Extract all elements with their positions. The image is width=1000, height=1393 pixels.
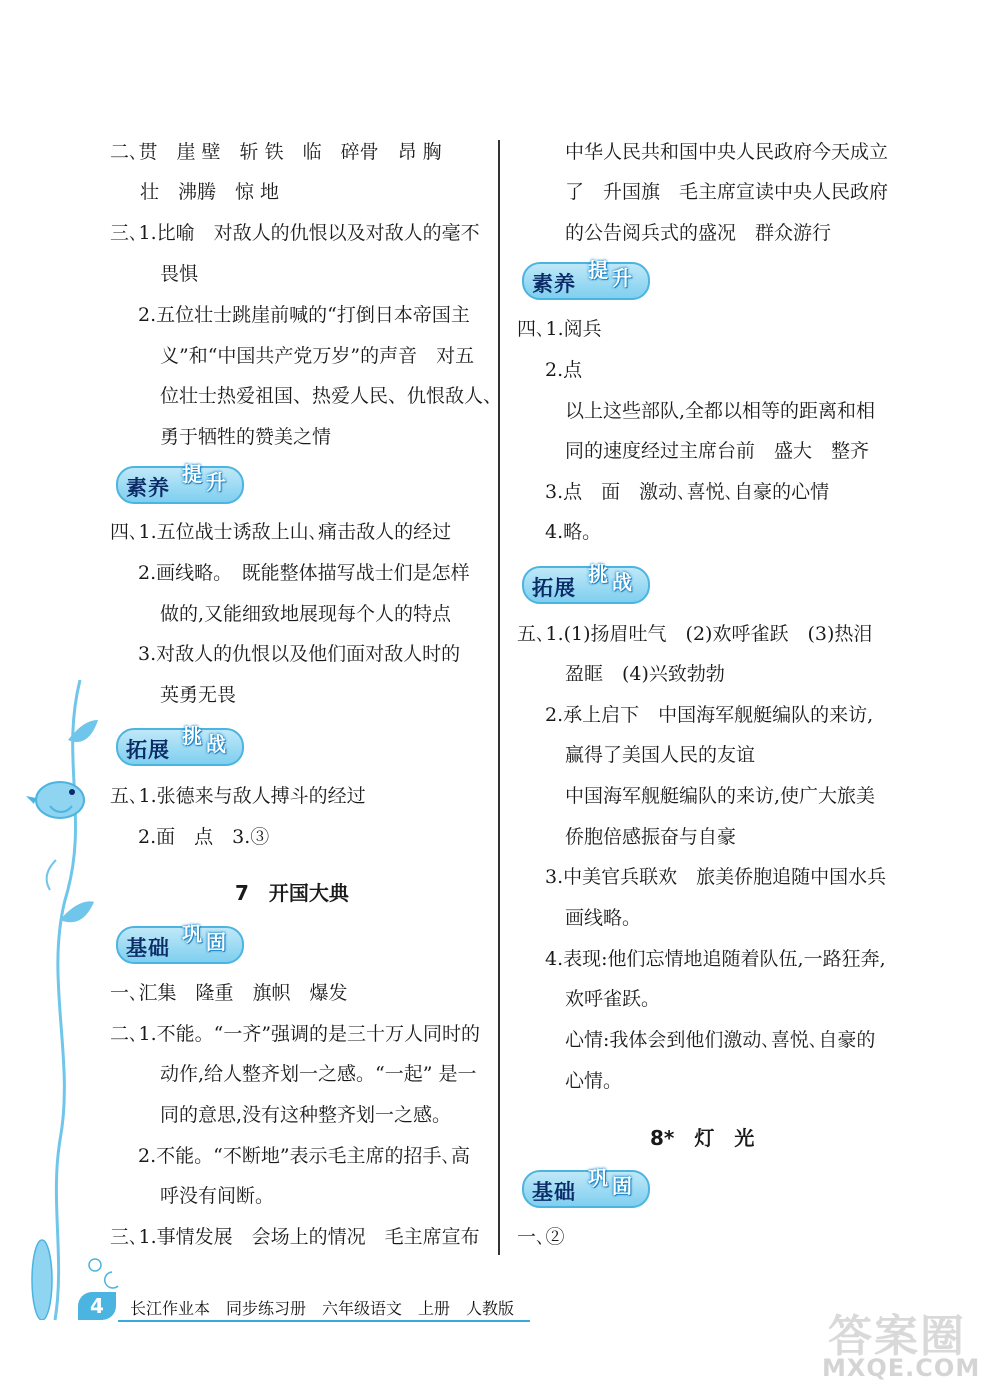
answer-line: 的公告阅兵式的盛况 群众游行 <box>565 222 832 244</box>
answer-line: 呼没有间断。 <box>160 1185 275 1207</box>
answer-line: 中华人民共和国中央人民政府今天成立 <box>565 141 889 163</box>
answer-line: 中国海军舰艇编队的来访,使广大旅美 <box>565 785 876 807</box>
answer-line: 2.五位壮士跳崖前喊的“打倒日本帝国主 <box>138 304 470 326</box>
answer-line: 心情。 <box>565 1070 623 1092</box>
badge-suyang-tisheng: 素养 提 升 <box>522 256 648 300</box>
badge-tuozhan-tiaozhan: 拓展 挑 战 <box>116 722 242 766</box>
answer-line: 心情:我体会到他们激动､喜悦､自豪的 <box>565 1029 876 1051</box>
answer-line: 欢呼雀跃。 <box>565 988 661 1010</box>
answer-line: 同的速度经过主席台前 盛大 整齐 <box>565 440 870 462</box>
badge-tuozhan-tiaozhan: 拓展 挑 战 <box>522 560 648 604</box>
answer-line: 义”和“中国共产党万岁”的声音 对五 <box>160 345 475 367</box>
badge-suyang-tisheng: 素养 提 升 <box>116 460 242 504</box>
answer-line: 四､1.阅兵 <box>517 318 602 340</box>
answer-line: 英勇无畏 <box>160 684 237 706</box>
section-title: 8* 灯 光 <box>650 1126 755 1150</box>
page-number: 4 <box>78 1292 116 1320</box>
answer-line: 畏惧 <box>160 263 199 285</box>
answer-line: 赢得了美国人民的友谊 <box>565 744 756 766</box>
badge-jichu-gonggu: 基础 巩 固 <box>116 920 242 964</box>
answer-line: 位壮士热爱祖国、热爱人民、仇恨敌人、 <box>160 385 503 407</box>
answer-line: 二､1.不能。“一齐”强调的是三十万人同时的 <box>110 1023 481 1045</box>
answer-line: 壮 沸腾 惊 地 <box>140 181 280 203</box>
answer-line: 三､1.比喻 对敌人的仇恨以及对敌人的毫不 <box>110 222 480 244</box>
answer-line: 3.中美官兵联欢 旅美侨胞追随中国水兵 <box>545 866 887 888</box>
answer-line: 2.不能。“不断地”表示毛主席的招手､高 <box>138 1145 471 1167</box>
badge-jichu-gonggu: 基础 巩 固 <box>522 1164 648 1208</box>
answer-line: 四､1.五位战士诱敌上山､痛击敌人的经过 <box>110 521 452 543</box>
answer-line: 3.对敌人的仇恨以及他们面对敌人时的 <box>138 643 461 665</box>
watermark <box>822 1300 992 1390</box>
answer-line: 一､汇集 隆重 旗帜 爆发 <box>110 982 348 1004</box>
footer-title: 长江作业本 同步练习册 六年级语文 上册 人教版 <box>130 1299 515 1318</box>
answer-line: 盈眶 (4)兴致勃勃 <box>565 663 725 685</box>
answer-line: 同的意思,没有这种整齐划一之感。 <box>160 1104 452 1126</box>
answer-line: 4.略。 <box>545 521 602 543</box>
answer-line: 2.点 <box>545 359 583 381</box>
answer-line: 勇于牺牲的赞美之情 <box>160 426 332 448</box>
answer-line: 做的,又能细致地展现每个人的特点 <box>160 603 452 625</box>
footer-divider <box>118 1320 530 1322</box>
answer-line: 动作,给人整齐划一之感。“一起” 是一 <box>160 1063 477 1085</box>
answer-line: 2.面 点 3.③ <box>138 826 270 848</box>
answer-line: 一､② <box>517 1226 565 1248</box>
answer-line: 三､1.事情发展 会场上的情况 毛主席宣布 <box>110 1226 480 1248</box>
answer-line: 五､1.张德来与敌人搏斗的经过 <box>110 785 366 807</box>
answer-line: 了 升国旗 毛主席宣读中央人民政府 <box>565 181 889 203</box>
column-divider <box>498 140 500 1255</box>
watermark-url: MXQE.COM <box>822 1354 981 1382</box>
answer-line: 3.点 面 激动､喜悦､自豪的心情 <box>545 481 830 503</box>
answer-line: 4.表现:他们忘情地追随着队伍,一路狂奔, <box>545 948 886 970</box>
answer-line: 2.承上启下 中国海军舰艇编队的来访, <box>545 704 874 726</box>
answer-line: 画线略。 <box>565 907 642 929</box>
answer-line: 以上这些部队,全都以相等的距离和相 <box>565 400 876 422</box>
watermark-text: 答案圈 <box>828 1311 966 1362</box>
answer-line: 五､1.(1)扬眉吐气 (2)欢呼雀跃 (3)热泪 <box>517 623 873 645</box>
answer-line: 2.画线略。 既能整体描写战士们是怎样 <box>138 562 470 584</box>
section-title: 7 开国大典 <box>235 881 349 905</box>
answer-line: 二､贯 崖 壁 斩 铁 临 碎骨 昂 胸 <box>110 141 442 163</box>
answer-line: 侨胞倍感振奋与自豪 <box>565 826 737 848</box>
vine-bird-decoration-icon <box>20 680 130 1320</box>
